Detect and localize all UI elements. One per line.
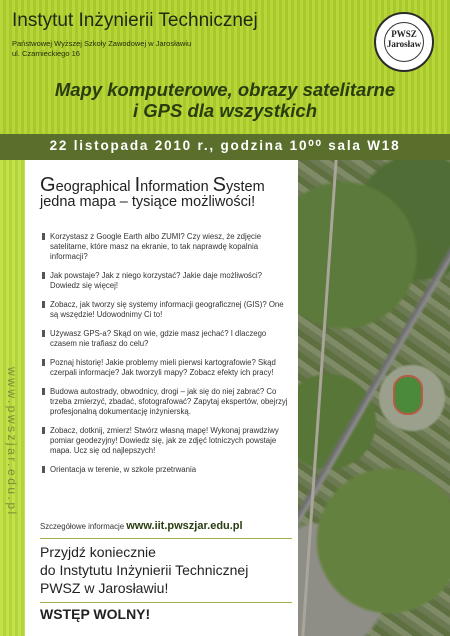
university-logo bbox=[374, 12, 434, 72]
list-item bbox=[42, 271, 292, 291]
gis-title bbox=[40, 176, 265, 196]
cta-line3: PWSZ w Jarosławiu! bbox=[40, 580, 169, 596]
gis-title-g: G bbox=[40, 174, 56, 196]
cta-line1: Przyjdź koniecznie bbox=[40, 544, 156, 560]
gis-subtitle: jedna mapa – tysiące możliwości! bbox=[40, 194, 256, 210]
bullet-mark-icon bbox=[42, 272, 45, 279]
bullet-mark-icon bbox=[42, 233, 45, 240]
logo-text: PWSZ Jarosław bbox=[386, 29, 422, 49]
more-info bbox=[40, 520, 243, 532]
institute-address: ul. Czarnieckiego 16 bbox=[12, 48, 80, 58]
gis-title-ystem: ystem bbox=[226, 179, 265, 195]
main-headline bbox=[0, 79, 450, 121]
bullet-list bbox=[42, 232, 292, 484]
gis-title-nformation: nformation bbox=[140, 179, 213, 195]
gis-title-eographical: eographical bbox=[55, 179, 135, 195]
free-entry: WSTĘP WOLNY! bbox=[40, 606, 151, 622]
bullet-text: Orientacja w terenie, w szkole przetrwania bbox=[50, 465, 197, 475]
website-vertical[interactable]: www.pwszjar.edu.pl bbox=[5, 367, 19, 517]
free-entry-divider bbox=[40, 602, 292, 603]
bullet-text: Budowa autostrady, obwodnicy, drogi – jak się do niej zabrać? Co trzeba zmierzyć, zbadać, sfotografować? Zapytaj ekspertów, obejrzyj profesjonalną dokumentację inżynierską. bbox=[50, 387, 288, 416]
bullet-text: Korzystasz z Google Earth albo ZUMI? Czy wiesz, że zdjęcie satelitarne, które masz na ekranie, to tak naprawdę kopalnia informacji? bbox=[50, 232, 262, 261]
bullet-mark-icon bbox=[42, 330, 45, 337]
more-info-link[interactable]: www.iit.pwszjar.edu.pl bbox=[126, 520, 243, 532]
bullet-text: Zobacz, dotknij, zmierz! Stwórz własną mapę! Wykonaj prawdziwy pomiar geodezyjny! Dowiedz się, jak ze zdjęć lotniczych powstaje mapa. Ucz się od najlepszych! bbox=[50, 426, 279, 455]
aerial-stadium bbox=[393, 375, 423, 415]
bullet-mark-icon bbox=[42, 359, 45, 366]
list-item bbox=[42, 232, 292, 261]
institute-subtitle-line1: Państwowej Wyższej Szkoły Zawodowej w Jarosławiu bbox=[12, 39, 192, 48]
date-band bbox=[0, 134, 450, 160]
gis-title-i: I bbox=[134, 174, 141, 196]
cta-line2: do Instytutu Inżynierii Technicznej bbox=[40, 562, 249, 578]
aerial-road bbox=[301, 160, 337, 636]
aerial-photo bbox=[298, 160, 450, 636]
bullet-text: Jak powstaje? Jak z niego korzystać? Jakie daje możliwości? Dowiedz się więcej! bbox=[50, 270, 262, 290]
bullet-mark-icon bbox=[42, 388, 45, 395]
side-strip bbox=[0, 160, 25, 636]
gis-title-s: S bbox=[212, 174, 227, 196]
bullet-text: Zobacz, jak tworzy się systemy informacji geograficznej (GIS)? One są wszędzie! Udowodnimy Ci to! bbox=[50, 299, 284, 319]
bullet-text: Używasz GPS-a? Skąd on wie, gdzie masz jechać? I dlaczego czasem nie trafiasz do celu? bbox=[50, 329, 267, 348]
bullet-mark-icon bbox=[42, 427, 45, 434]
list-item bbox=[42, 387, 292, 416]
institute-title: Instytut Inżynierii Technicznej bbox=[12, 10, 258, 31]
list-item bbox=[42, 300, 292, 320]
institute-subtitle bbox=[12, 39, 191, 58]
list-item bbox=[42, 465, 292, 475]
call-to-action bbox=[40, 543, 292, 597]
bullet-mark-icon bbox=[42, 466, 45, 473]
list-item bbox=[42, 329, 292, 349]
headline-line1: Mapy komputerowe, obrazy satelitarne bbox=[54, 79, 396, 100]
bullet-text: Poznaj historię! Jakie problemy mieli pierwsi kartografowie? Skąd czerpali informacje? Jak tworzyli mapy? Zobacz efekty ich pracy! bbox=[50, 358, 276, 377]
list-item bbox=[42, 358, 292, 378]
list-item bbox=[42, 426, 292, 455]
more-info-label: Szczegółowe informacje bbox=[40, 522, 125, 531]
headline-line2: i GPS dla wszystkich bbox=[132, 100, 318, 121]
website-vertical-wrapper bbox=[2, 365, 22, 545]
bullet-mark-icon bbox=[42, 301, 45, 308]
event-date: 22 listopada 2010 r., godzina 10⁰⁰ sala W18 bbox=[49, 138, 401, 153]
